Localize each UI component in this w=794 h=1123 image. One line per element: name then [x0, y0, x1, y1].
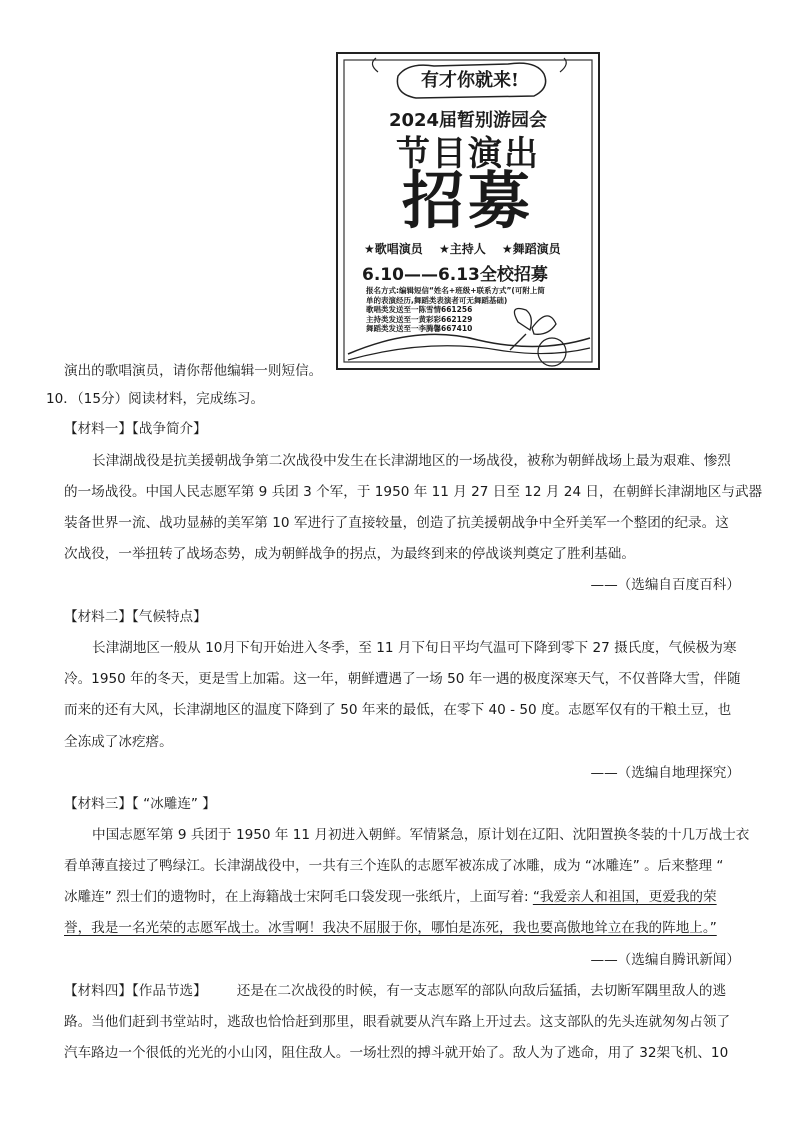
- material-1-line: 的一场战役。中国人民志愿军第 9 兵团 3 个军，于 1950 年 11 月 27 日至 12 月 24 日，在朝鲜长津湖地区与武器: [64, 484, 763, 500]
- material-2-heading: 【材料二】【气候特点】: [64, 609, 207, 625]
- poster-info-line: 歌唱类发送至一陈雪情661256: [366, 305, 473, 315]
- poster-date: 6.10——6.13全校招募: [362, 265, 548, 285]
- recruitment-poster: [336, 52, 600, 370]
- material-1-line: 长津湖战役是抗美援朝战争第二次战役中发生在长津湖地区的一场战役，被称为朝鲜战场上最为艰难、惨烈: [92, 453, 731, 469]
- material-2-source: ——（选编自地理探究）: [590, 765, 740, 781]
- material-3-line: 中国志愿军第 9 兵团于 1950 年 11 月初进入朝鲜。军情紧急，原计划在辽阳、沈阳置换冬装的十几万战士衣: [92, 827, 750, 843]
- material-2-line: 全冻成了冰疙瘩。: [64, 734, 173, 750]
- question-10: 10．（15分）阅读材料，完成练习。: [46, 391, 265, 407]
- poster-role-host: ★主持人: [438, 242, 486, 256]
- material-3-quote-end: 誉，我是一名光荣的志愿军战士。冰雪啊！我决不屈服于你，哪怕是冻死，我也要高傲地耸立在我的阵地上。”: [64, 920, 717, 936]
- material-4-heading: 【材料四】【作品节选】: [64, 983, 207, 999]
- material-3-line: [64, 888, 717, 906]
- material-4-line: 汽车路边一个很低的光光的小山冈，阻住敌人。一场壮烈的搏斗就开始了。敌人为了逃命，用了 32架飞机、10: [64, 1045, 729, 1061]
- material-1-line: 装备世界一流、战功显赫的美军第 10 军进行了直接较量，创造了抗美援朝战争中全歼美军一个整团的纪录。这: [64, 515, 729, 531]
- material-1-line: 次战役，一举扭转了战场态势，成为朝鲜战争的拐点，为最终到来的停战谈判奠定了胜利基础。: [64, 546, 635, 562]
- poster-info-line: 报名方式:编辑短信“姓名+班级+联系方式”(可附上简: [366, 286, 545, 295]
- poster-role-dancer: ★舞蹈演员: [501, 242, 561, 256]
- prompt-tail: 演出的歌唱演员，请你帮他编辑一则短信。: [64, 363, 323, 379]
- material-4-line: 路。当他们赶到书堂站时，逃敌也恰恰赶到那里，眼看就要从汽车路上开过去。这支部队的先头连就匆匆占领了: [64, 1014, 731, 1030]
- material-1-heading: 【材料一】【战争简介】: [64, 421, 207, 437]
- poster-title-event: 2024届暂别游园会: [388, 110, 548, 131]
- poster-info-line: 单的表演经历,舞蹈类表演者可无舞蹈基础): [366, 295, 508, 305]
- material-1-source: ——（选编自百度百科）: [590, 577, 740, 593]
- material-3-heading: 【材料三】【 “冰雕连” 】: [64, 796, 216, 812]
- poster-info-line: 舞蹈类发送至一李腾馨667410: [366, 324, 473, 334]
- material-3-line: 看单薄直接过了鸭绿江。长津湖战役中，一共有三个连队的志愿军被冻成了冰雕，成为 “冰雕连” 。后来整理 “: [64, 858, 724, 874]
- poster-signup-info: [366, 286, 546, 334]
- poster-role-singer: ★歌唱演员: [364, 242, 423, 256]
- poster-info-line: 主持类发送至一黄彩彩662129: [366, 314, 473, 324]
- material-2-line: 而来的还有大风，长津湖地区的温度下降到了 50 年来的最低，在零下 40 - 50 度。志愿军仅有的干粮土豆，也: [64, 702, 732, 718]
- material-2-line: 长津湖地区一般从 10月下旬开始进入冬季，至 11 月下旬日平均气温可下降到零下 27 摄氏度，气候极为寒: [92, 640, 737, 656]
- material-4-heading-line: [64, 982, 726, 1000]
- material-3-source: ——（选编自腾讯新闻）: [590, 952, 740, 968]
- material-4-line: 还是在二次战役的时候，有一支志愿军的部队向敌后猛插，去切断军隅里敌人的逃: [236, 983, 727, 999]
- poster-roles: [364, 240, 573, 257]
- material-3-quote-start: “我爱亲人和祖国，更爱我的荣: [532, 889, 717, 905]
- poster-title-recruit: 招募: [401, 164, 534, 237]
- poster-banner: 有才你就来!: [421, 70, 519, 91]
- material-2-line: 冷。1950 年的冬天，更是雪上加霜。这一年，朝鲜遭遇了一场 50 年一遇的极度深寒天气，不仅普降大雪，伴随: [64, 671, 741, 687]
- material-3-line-text: 冰雕连” 烈士们的遗物时，在上海籍战士宋阿毛口袋发现一张纸片，上面写着:: [64, 889, 533, 905]
- poster-title-performance: 节目演出: [396, 134, 540, 174]
